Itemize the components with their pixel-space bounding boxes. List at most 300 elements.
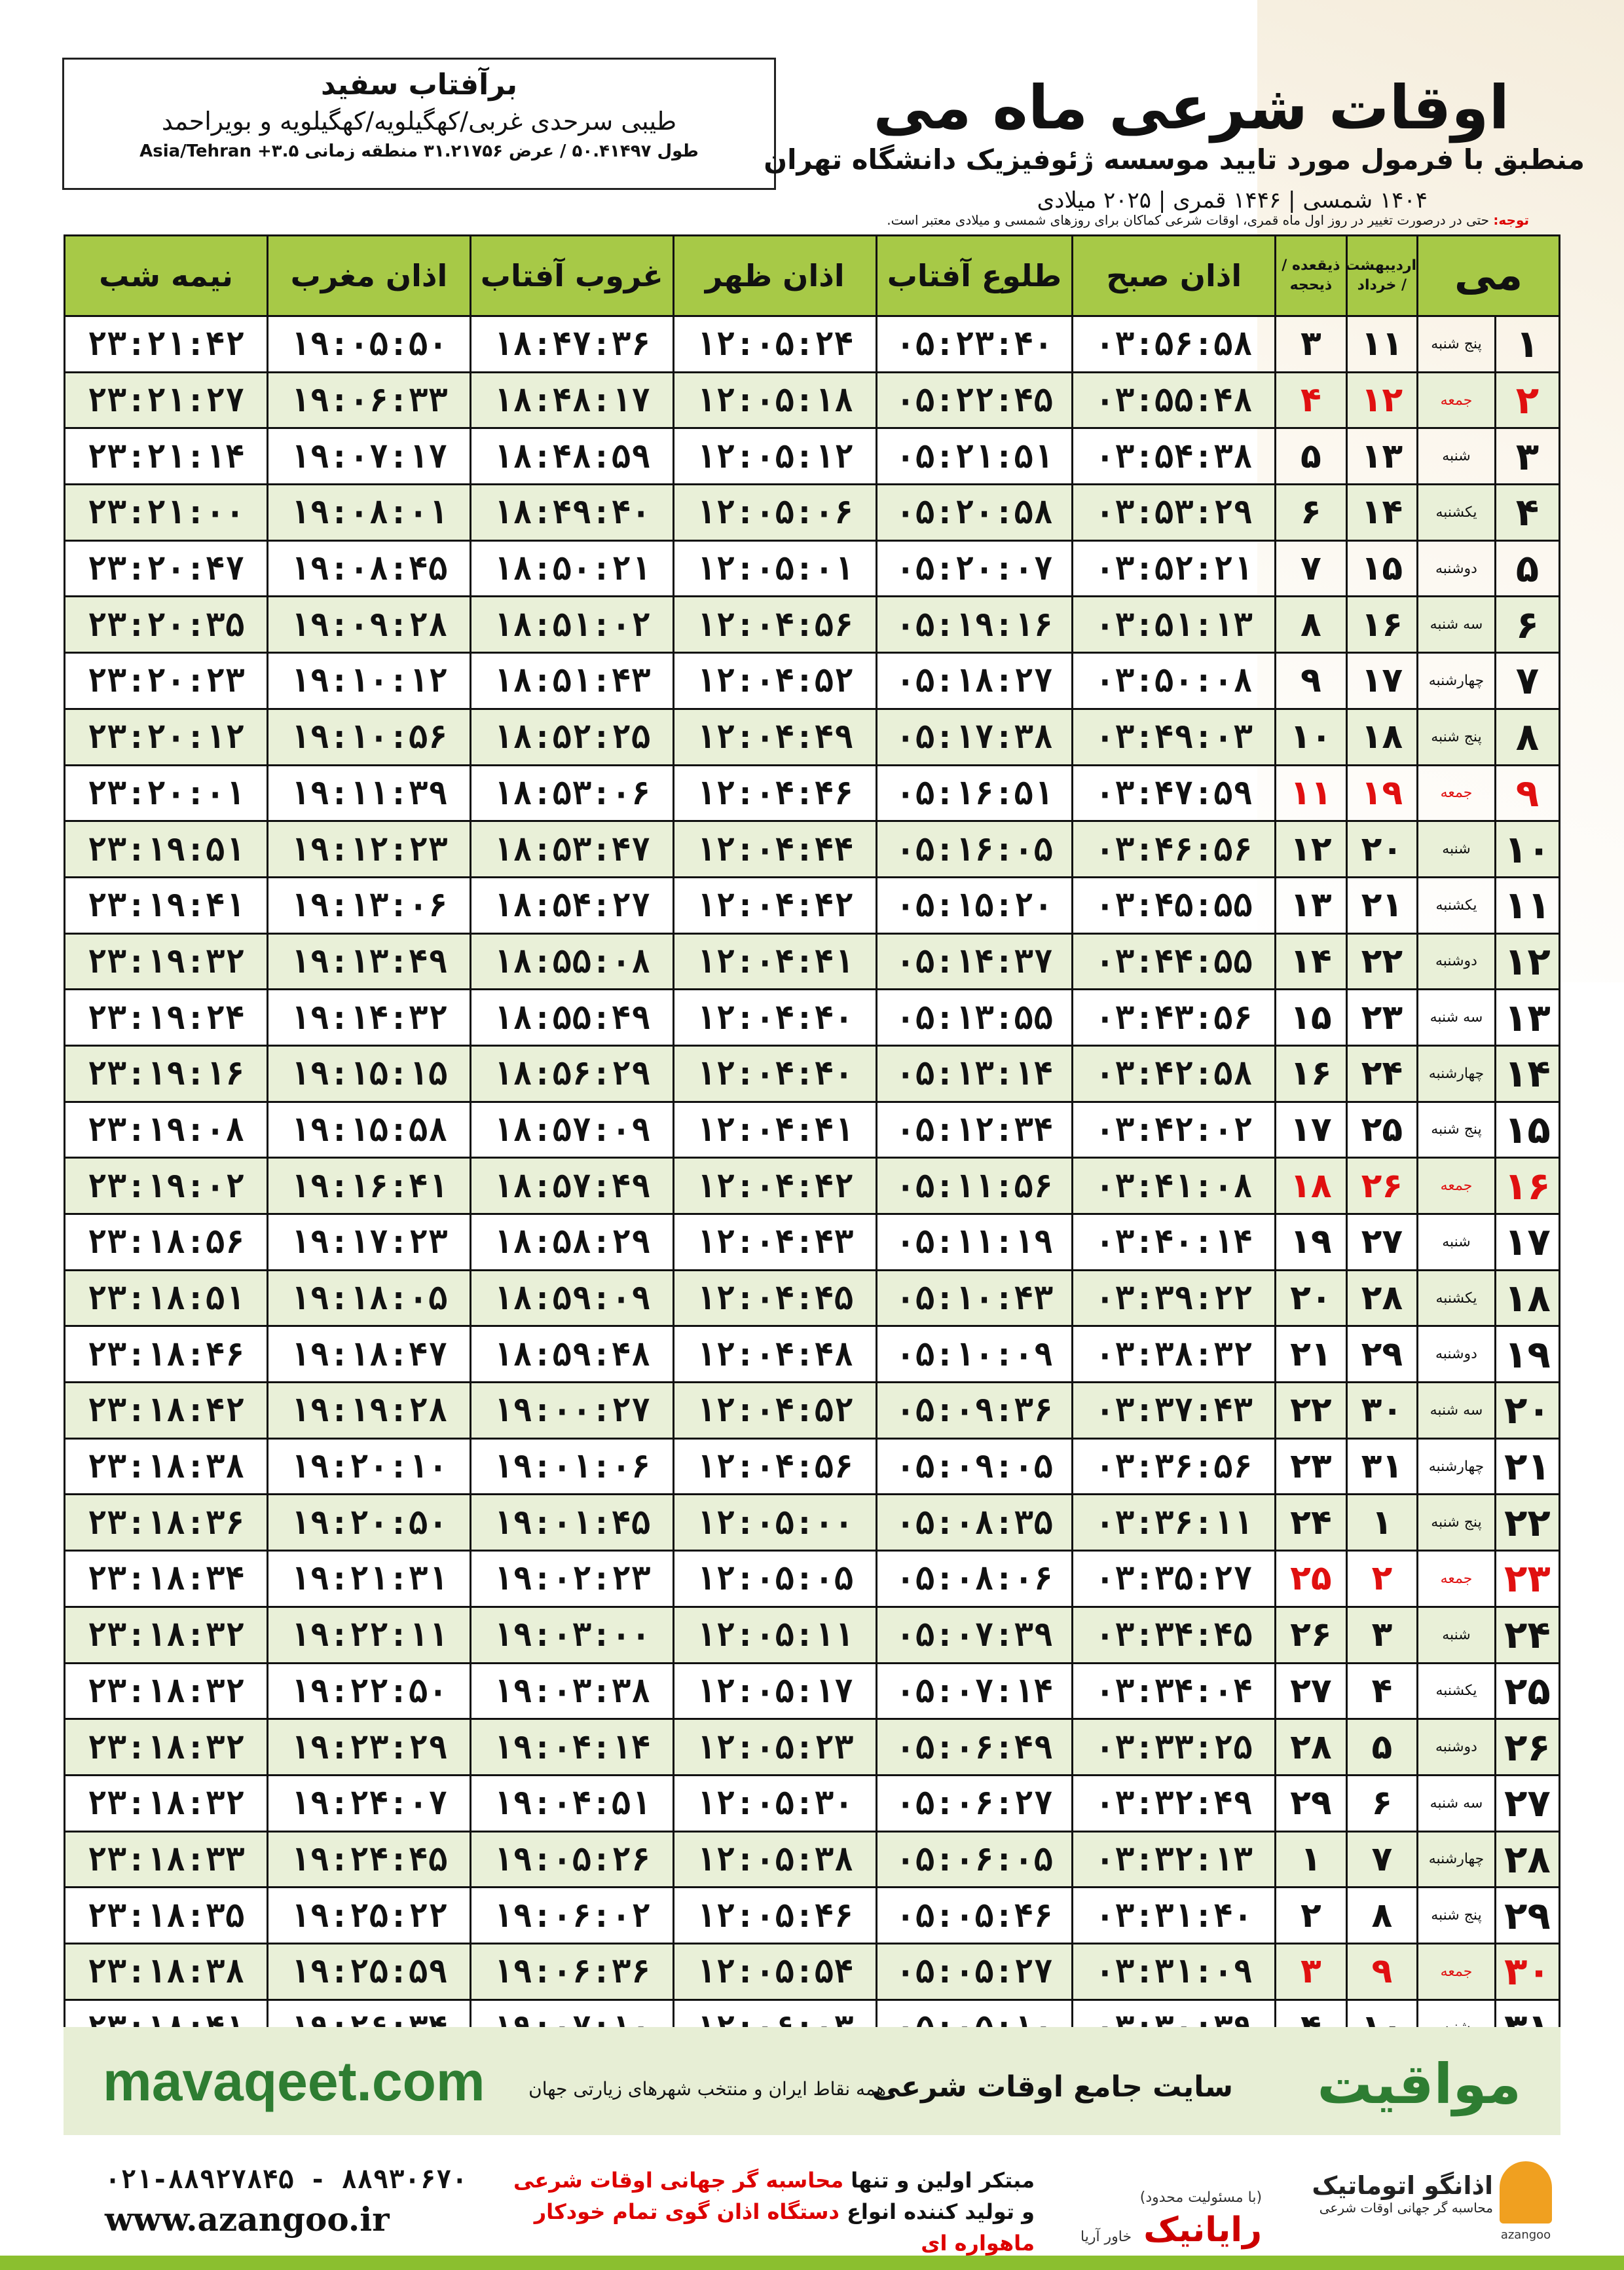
cell-midnight: ۲۳:۲۱:۴۲ bbox=[65, 316, 268, 373]
cell-sunrise: ۰۵:۱۳:۵۵ bbox=[876, 990, 1073, 1046]
cell-dhuhr: ۱۲:۰۴:۵۲ bbox=[673, 1383, 876, 1439]
cell-day: ۱۱ bbox=[1495, 877, 1559, 933]
cell-wd: پنج شنبه bbox=[1418, 316, 1496, 373]
cell-qm: ۶ bbox=[1276, 485, 1346, 541]
cell-qm: ۱۷ bbox=[1276, 1102, 1346, 1158]
cell-maghrib: ۱۹:۱۰:۱۲ bbox=[267, 653, 470, 709]
cell-qm: ۷ bbox=[1276, 540, 1346, 597]
cell-sunset: ۱۸:۵۵:۴۹ bbox=[470, 990, 673, 1046]
cell-maghrib: ۱۹:۱۴:۳۲ bbox=[267, 990, 470, 1046]
cell-maghrib: ۱۹:۱۳:۴۹ bbox=[267, 933, 470, 990]
cell-fajr: ۰۳:۴۵:۵۵ bbox=[1073, 877, 1276, 933]
cell-dhuhr: ۱۲:۰۴:۴۹ bbox=[673, 709, 876, 765]
cell-day: ۱۰ bbox=[1495, 821, 1559, 878]
cell-sunrise: ۰۵:۱۸:۲۷ bbox=[876, 653, 1073, 709]
cell-sunset: ۱۹:۰۵:۲۶ bbox=[470, 1831, 673, 1888]
cell-maghrib: ۱۹:۱۰:۵۶ bbox=[267, 709, 470, 765]
cell-wd: دوشنبه bbox=[1418, 1719, 1496, 1776]
cell-sunset: ۱۸:۵۷:۴۹ bbox=[470, 1158, 673, 1214]
cell-sh: ۱۸ bbox=[1346, 709, 1417, 765]
cell-midnight: ۲۳:۲۱:۰۰ bbox=[65, 485, 268, 541]
cell-qm: ۱۱ bbox=[1276, 765, 1346, 821]
cell-day: ۱۳ bbox=[1495, 990, 1559, 1046]
cell-wd: سه شنبه bbox=[1418, 1383, 1496, 1439]
cell-wd: جمعه bbox=[1418, 765, 1496, 821]
table-row bbox=[65, 1831, 1560, 1888]
banner-tagline: سایت جامع اوقات شرعی bbox=[872, 2070, 1233, 2104]
cell-day: ۲۶ bbox=[1495, 1719, 1559, 1776]
cell-midnight: ۲۳:۲۰:۱۲ bbox=[65, 709, 268, 765]
cell-day: ۲۷ bbox=[1495, 1775, 1559, 1831]
cell-maghrib: ۱۹:۱۸:۰۵ bbox=[267, 1270, 470, 1326]
cell-qm: ۲۴ bbox=[1276, 1495, 1346, 1551]
cell-day: ۱۶ bbox=[1495, 1158, 1559, 1214]
cell-wd: پنج شنبه bbox=[1418, 709, 1496, 765]
cell-sh: ۲۸ bbox=[1346, 1270, 1417, 1326]
cell-maghrib: ۱۹:۲۴:۴۵ bbox=[267, 1831, 470, 1888]
cell-day: ۵ bbox=[1495, 540, 1559, 597]
cell-qm: ۱۸ bbox=[1276, 1158, 1346, 1214]
cell-sunset: ۱۸:۵۶:۲۹ bbox=[470, 1045, 673, 1102]
table-row bbox=[65, 1607, 1560, 1663]
cell-dhuhr: ۱۲:۰۵:۰۵ bbox=[673, 1551, 876, 1607]
cell-dhuhr: ۱۲:۰۴:۴۱ bbox=[673, 933, 876, 990]
footer-logos bbox=[1080, 2158, 1552, 2250]
cell-sunrise: ۰۵:۱۰:۴۳ bbox=[876, 1270, 1073, 1326]
cell-wd: جمعه bbox=[1418, 1943, 1496, 2000]
table-row bbox=[65, 1943, 1560, 2000]
cell-sunset: ۱۹:۰۳:۳۸ bbox=[470, 1663, 673, 1719]
cell-qm: ۱ bbox=[1276, 1831, 1346, 1888]
cell-dhuhr: ۱۲:۰۴:۵۶ bbox=[673, 1438, 876, 1495]
table-row bbox=[65, 1326, 1560, 1383]
cell-wd: پنج شنبه bbox=[1418, 1495, 1496, 1551]
cell-qm: ۲۸ bbox=[1276, 1719, 1346, 1776]
cell-fajr: ۰۳:۳۴:۰۴ bbox=[1073, 1663, 1276, 1719]
cell-sunset: ۱۸:۴۸:۵۹ bbox=[470, 428, 673, 485]
table-row bbox=[65, 709, 1560, 765]
cell-sunset: ۱۹:۰۰:۲۷ bbox=[470, 1383, 673, 1439]
cell-dhuhr: ۱۲:۰۵:۱۸ bbox=[673, 372, 876, 428]
cell-wd: شنبه bbox=[1418, 1214, 1496, 1271]
cell-sunset: ۱۹:۰۳:۰۰ bbox=[470, 1607, 673, 1663]
cell-wd: یکشنبه bbox=[1418, 1270, 1496, 1326]
cell-sunset: ۱۸:۵۹:۴۸ bbox=[470, 1326, 673, 1383]
cell-fajr: ۰۳:۳۷:۴۳ bbox=[1073, 1383, 1276, 1439]
cell-qm: ۲۰ bbox=[1276, 1270, 1346, 1326]
cell-midnight: ۲۳:۱۸:۳۲ bbox=[65, 1607, 268, 1663]
cell-midnight: ۲۳:۲۰:۳۵ bbox=[65, 597, 268, 653]
cell-maghrib: ۱۹:۲۰:۱۰ bbox=[267, 1438, 470, 1495]
cell-day: ۲۰ bbox=[1495, 1383, 1559, 1439]
cell-wd: شنبه bbox=[1418, 1607, 1496, 1663]
cell-day: ۲۴ bbox=[1495, 1607, 1559, 1663]
cell-sh: ۱۵ bbox=[1346, 540, 1417, 597]
cell-dhuhr: ۱۲:۰۴:۴۵ bbox=[673, 1270, 876, 1326]
cell-sh: ۱۴ bbox=[1346, 485, 1417, 541]
cell-qm: ۲۹ bbox=[1276, 1775, 1346, 1831]
cell-sh: ۲۷ bbox=[1346, 1214, 1417, 1271]
cell-sh: ۳ bbox=[1346, 1607, 1417, 1663]
cell-sh: ۵ bbox=[1346, 1719, 1417, 1776]
cell-sh: ۲۹ bbox=[1346, 1326, 1417, 1383]
azangoo-icon bbox=[1500, 2161, 1552, 2242]
cell-maghrib: ۱۹:۱۹:۲۸ bbox=[267, 1383, 470, 1439]
cell-fajr: ۰۳:۵۵:۴۸ bbox=[1073, 372, 1276, 428]
table-row bbox=[65, 1383, 1560, 1439]
cell-midnight: ۲۳:۲۰:۰۱ bbox=[65, 765, 268, 821]
header-sunrise: طلوع آفتاب bbox=[876, 236, 1073, 316]
cell-day: ۲۸ bbox=[1495, 1831, 1559, 1888]
cell-sunrise: ۰۵:۱۱:۱۹ bbox=[876, 1214, 1073, 1271]
cell-maghrib: ۱۹:۱۲:۲۳ bbox=[267, 821, 470, 878]
cell-sunrise: ۰۵:۰۶:۰۵ bbox=[876, 1831, 1073, 1888]
table-row bbox=[65, 597, 1560, 653]
cell-day: ۱۲ bbox=[1495, 933, 1559, 990]
banner-subtag: همه نقاط ایران و منتخب شهرهای زیارتی جهان bbox=[528, 2078, 886, 2100]
cell-sunset: ۱۸:۴۹:۴۰ bbox=[470, 485, 673, 541]
cell-midnight: ۲۳:۱۸:۵۱ bbox=[65, 1270, 268, 1326]
header-shamsi: اردیبهشت / خرداد bbox=[1346, 236, 1417, 316]
cell-wd: پنج شنبه bbox=[1418, 1888, 1496, 1944]
cell-maghrib: ۱۹:۰۷:۱۷ bbox=[267, 428, 470, 485]
cell-qm: ۹ bbox=[1276, 653, 1346, 709]
cell-wd: دوشنبه bbox=[1418, 540, 1496, 597]
cell-sunrise: ۰۵:۱۴:۳۷ bbox=[876, 933, 1073, 990]
cell-wd: چهارشنبه bbox=[1418, 1045, 1496, 1102]
cell-dhuhr: ۱۲:۰۵:۱۷ bbox=[673, 1663, 876, 1719]
website-banner bbox=[64, 2027, 1560, 2135]
cell-maghrib: ۱۹:۲۱:۳۱ bbox=[267, 1551, 470, 1607]
cell-wd: سه شنبه bbox=[1418, 990, 1496, 1046]
contact-info bbox=[105, 2165, 468, 2239]
cell-fajr: ۰۳:۳۵:۲۷ bbox=[1073, 1551, 1276, 1607]
cell-day: ۱۵ bbox=[1495, 1102, 1559, 1158]
coordinates: طول ۵۰.۴۱۴۹۷ / عرض ۳۱.۲۱۷۵۶ منطقه زمانی ۳.۵+ Asia/Tehran bbox=[139, 141, 699, 161]
note-label: توجه: bbox=[1493, 212, 1529, 228]
cell-fajr: ۰۳:۴۹:۰۳ bbox=[1073, 709, 1276, 765]
cell-sh: ۴ bbox=[1346, 1663, 1417, 1719]
cell-sunrise: ۰۵:۱۰:۰۹ bbox=[876, 1326, 1073, 1383]
header-month: می bbox=[1418, 236, 1560, 316]
cell-midnight: ۲۳:۱۹:۳۲ bbox=[65, 933, 268, 990]
azangoo-en: azangoo bbox=[1500, 2228, 1551, 2242]
cell-qm: ۱۹ bbox=[1276, 1214, 1346, 1271]
cell-sunset: ۱۹:۰۲:۲۳ bbox=[470, 1551, 673, 1607]
cell-midnight: ۲۳:۱۹:۰۸ bbox=[65, 1102, 268, 1158]
cell-midnight: ۲۳:۱۸:۳۸ bbox=[65, 1438, 268, 1495]
cell-dhuhr: ۱۲:۰۵:۳۸ bbox=[673, 1831, 876, 1888]
cell-sunset: ۱۹:۰۶:۰۲ bbox=[470, 1888, 673, 1944]
cell-sunset: ۱۸:۴۷:۳۶ bbox=[470, 316, 673, 373]
cell-fajr: ۰۳:۳۶:۵۶ bbox=[1073, 1438, 1276, 1495]
header-fajr: اذان صبح bbox=[1073, 236, 1276, 316]
cell-sunrise: ۰۵:۲۲:۴۵ bbox=[876, 372, 1073, 428]
cell-sh: ۱۳ bbox=[1346, 428, 1417, 485]
cell-qm: ۴ bbox=[1276, 372, 1346, 428]
cell-wd: جمعه bbox=[1418, 372, 1496, 428]
website-link[interactable]: mavaqeet.com bbox=[103, 2051, 485, 2112]
cell-sh: ۷ bbox=[1346, 1831, 1417, 1888]
cell-fajr: ۰۳:۳۸:۳۲ bbox=[1073, 1326, 1276, 1383]
city-name: برآفتاب سفید bbox=[320, 68, 518, 102]
cell-sunset: ۱۹:۰۱:۰۶ bbox=[470, 1438, 673, 1495]
cell-qm: ۵ bbox=[1276, 428, 1346, 485]
cell-day: ۳ bbox=[1495, 428, 1559, 485]
cell-day: ۲۳ bbox=[1495, 1551, 1559, 1607]
cell-sunset: ۱۸:۵۷:۰۹ bbox=[470, 1102, 673, 1158]
cell-sh: ۲۳ bbox=[1346, 990, 1417, 1046]
cell-maghrib: ۱۹:۰۹:۲۸ bbox=[267, 597, 470, 653]
table-row bbox=[65, 933, 1560, 990]
page-title: اوقات شرعی ماه می bbox=[873, 73, 1509, 143]
cell-dhuhr: ۱۲:۰۵:۲۴ bbox=[673, 316, 876, 373]
cell-wd: سه شنبه bbox=[1418, 597, 1496, 653]
cell-midnight: ۲۳:۱۹:۵۱ bbox=[65, 821, 268, 878]
cell-fajr: ۰۳:۵۴:۳۸ bbox=[1073, 428, 1276, 485]
cell-dhuhr: ۱۲:۰۴:۴۰ bbox=[673, 1045, 876, 1102]
cell-qm: ۱۳ bbox=[1276, 877, 1346, 933]
cell-wd: سه شنبه bbox=[1418, 1775, 1496, 1831]
cell-sunset: ۱۸:۵۳:۰۶ bbox=[470, 765, 673, 821]
cell-sh: ۲۴ bbox=[1346, 1045, 1417, 1102]
cell-sunset: ۱۸:۵۸:۲۹ bbox=[470, 1214, 673, 1271]
note bbox=[62, 212, 1529, 228]
cell-fajr: ۰۳:۴۷:۵۹ bbox=[1073, 765, 1276, 821]
cell-midnight: ۲۳:۱۸:۳۵ bbox=[65, 1888, 268, 1944]
cell-qm: ۱۰ bbox=[1276, 709, 1346, 765]
cell-qm: ۳ bbox=[1276, 1943, 1346, 2000]
cell-wd: شنبه bbox=[1418, 821, 1496, 878]
cell-sunrise: ۰۵:۰۵:۲۷ bbox=[876, 1943, 1073, 2000]
cell-sunset: ۱۸:۵۹:۰۹ bbox=[470, 1270, 673, 1326]
cell-wd: دوشنبه bbox=[1418, 933, 1496, 990]
cell-dhuhr: ۱۲:۰۵:۰۱ bbox=[673, 540, 876, 597]
cell-sh: ۹ bbox=[1346, 1943, 1417, 2000]
cell-dhuhr: ۱۲:۰۵:۱۲ bbox=[673, 428, 876, 485]
cell-midnight: ۲۳:۱۸:۳۲ bbox=[65, 1719, 268, 1776]
table-row bbox=[65, 1270, 1560, 1326]
cell-midnight: ۲۳:۲۰:۲۳ bbox=[65, 653, 268, 709]
footer-line1b: محاسبه گر جهانی اوقات شرعی bbox=[513, 2168, 844, 2193]
table-row bbox=[65, 1719, 1560, 1776]
cell-day: ۲۹ bbox=[1495, 1888, 1559, 1944]
footer-line1a: مبتکر اولین و تنها bbox=[851, 2168, 1035, 2193]
cell-maghrib: ۱۹:۲۲:۵۰ bbox=[267, 1663, 470, 1719]
cell-dhuhr: ۱۲:۰۵:۵۴ bbox=[673, 1943, 876, 2000]
cell-maghrib: ۱۹:۲۵:۲۲ bbox=[267, 1888, 470, 1944]
table-row bbox=[65, 1438, 1560, 1495]
cell-maghrib: ۱۹:۱۵:۱۵ bbox=[267, 1045, 470, 1102]
header-dhuhr: اذان ظهر bbox=[673, 236, 876, 316]
cell-maghrib: ۱۹:۱۸:۴۷ bbox=[267, 1326, 470, 1383]
cell-maghrib: ۱۹:۲۴:۰۷ bbox=[267, 1775, 470, 1831]
cell-sh: ۱ bbox=[1346, 1495, 1417, 1551]
table-row bbox=[65, 1551, 1560, 1607]
cell-fajr: ۰۳:۳۳:۲۵ bbox=[1073, 1719, 1276, 1776]
cell-dhuhr: ۱۲:۰۵:۴۶ bbox=[673, 1888, 876, 1944]
cell-midnight: ۲۳:۱۸:۳۴ bbox=[65, 1551, 268, 1607]
cell-sunrise: ۰۵:۲۰:۰۷ bbox=[876, 540, 1073, 597]
cell-sunset: ۱۸:۵۰:۲۱ bbox=[470, 540, 673, 597]
cell-midnight: ۲۳:۱۸:۵۶ bbox=[65, 1214, 268, 1271]
cell-dhuhr: ۱۲:۰۴:۴۳ bbox=[673, 1214, 876, 1271]
azangoo-website[interactable]: www.azangoo.ir bbox=[105, 2200, 390, 2239]
cell-sunset: ۱۹:۰۱:۴۵ bbox=[470, 1495, 673, 1551]
cell-maghrib: ۱۹:۱۱:۳۹ bbox=[267, 765, 470, 821]
cell-qm: ۱۵ bbox=[1276, 990, 1346, 1046]
header-sunset: غروب آفتاب bbox=[470, 236, 673, 316]
cell-dhuhr: ۱۲:۰۴:۵۲ bbox=[673, 653, 876, 709]
cell-wd: دوشنبه bbox=[1418, 1326, 1496, 1383]
cell-sunset: ۱۹:۰۶:۳۶ bbox=[470, 1943, 673, 2000]
cell-wd: یکشنبه bbox=[1418, 485, 1496, 541]
cell-maghrib: ۱۹:۱۵:۵۸ bbox=[267, 1102, 470, 1158]
cell-day: ۷ bbox=[1495, 653, 1559, 709]
cell-fajr: ۰۳:۳۱:۴۰ bbox=[1073, 1888, 1276, 1944]
header-midnight: نیمه شب bbox=[65, 236, 268, 316]
cell-maghrib: ۱۹:۰۸:۰۱ bbox=[267, 485, 470, 541]
cell-sunrise: ۰۵:۲۰:۵۸ bbox=[876, 485, 1073, 541]
table-row bbox=[65, 1214, 1560, 1271]
cell-sunrise: ۰۵:۱۶:۰۵ bbox=[876, 821, 1073, 878]
cell-fajr: ۰۳:۴۲:۵۸ bbox=[1073, 1045, 1276, 1102]
cell-dhuhr: ۱۲:۰۵:۳۰ bbox=[673, 1775, 876, 1831]
cell-sh: ۸ bbox=[1346, 1888, 1417, 1944]
cell-fajr: ۰۳:۳۴:۴۵ bbox=[1073, 1607, 1276, 1663]
cell-wd: جمعه bbox=[1418, 1158, 1496, 1214]
cell-maghrib: ۱۹:۰۵:۵۰ bbox=[267, 316, 470, 373]
cell-day: ۲۵ bbox=[1495, 1663, 1559, 1719]
cell-wd: چهارشنبه bbox=[1418, 1438, 1496, 1495]
cell-fajr: ۰۳:۴۰:۱۴ bbox=[1073, 1214, 1276, 1271]
cell-day: ۱۴ bbox=[1495, 1045, 1559, 1102]
cell-sh: ۲۵ bbox=[1346, 1102, 1417, 1158]
cell-day: ۱۹ bbox=[1495, 1326, 1559, 1383]
cell-sunrise: ۰۵:۰۶:۴۹ bbox=[876, 1719, 1073, 1776]
cell-qm: ۱۶ bbox=[1276, 1045, 1346, 1102]
cell-sunrise: ۰۵:۱۶:۵۱ bbox=[876, 765, 1073, 821]
table-row bbox=[65, 1775, 1560, 1831]
table-row bbox=[65, 653, 1560, 709]
cell-sh: ۲۶ bbox=[1346, 1158, 1417, 1214]
cell-qm: ۲ bbox=[1276, 1888, 1346, 1944]
cell-day: ۲۲ bbox=[1495, 1495, 1559, 1551]
page-subtitle: منطبق با فرمول مورد تایید موسسه ژئوفیزیک دانشگاه تهران bbox=[764, 143, 1585, 176]
cell-fajr: ۰۳:۵۰:۰۸ bbox=[1073, 653, 1276, 709]
cell-fajr: ۰۳:۳۶:۱۱ bbox=[1073, 1495, 1276, 1551]
cell-midnight: ۲۳:۲۰:۴۷ bbox=[65, 540, 268, 597]
cell-sunrise: ۰۵:۱۵:۲۰ bbox=[876, 877, 1073, 933]
cell-midnight: ۲۳:۱۸:۴۶ bbox=[65, 1326, 268, 1383]
cell-fajr: ۰۳:۳۱:۰۹ bbox=[1073, 1943, 1276, 2000]
cell-fajr: ۰۳:۵۲:۲۱ bbox=[1073, 540, 1276, 597]
azangoo-logo-text bbox=[1312, 2171, 1493, 2216]
cell-maghrib: ۱۹:۰۶:۳۳ bbox=[267, 372, 470, 428]
raianik-name: رایانیک bbox=[1143, 2210, 1263, 2250]
cell-sunrise: ۰۵:۰۹:۰۵ bbox=[876, 1438, 1073, 1495]
table-row bbox=[65, 372, 1560, 428]
raianik-logo bbox=[1080, 2171, 1262, 2250]
cell-day: ۲ bbox=[1495, 372, 1559, 428]
cell-dhuhr: ۱۲:۰۵:۰۰ bbox=[673, 1495, 876, 1551]
cell-fajr: ۰۳:۴۶:۵۶ bbox=[1073, 821, 1276, 878]
cell-midnight: ۲۳:۱۹:۰۲ bbox=[65, 1158, 268, 1214]
cell-sunrise: ۰۵:۱۱:۵۶ bbox=[876, 1158, 1073, 1214]
cell-wd: جمعه bbox=[1418, 1551, 1496, 1607]
location-info-box bbox=[62, 58, 776, 190]
cell-qm: ۲۵ bbox=[1276, 1551, 1346, 1607]
raianik-sub: خاور آریا bbox=[1080, 2229, 1132, 2245]
table-row bbox=[65, 1102, 1560, 1158]
cell-fajr: ۰۳:۴۳:۵۶ bbox=[1073, 990, 1276, 1046]
cell-maghrib: ۱۹:۲۵:۵۹ bbox=[267, 1943, 470, 2000]
footer-description bbox=[498, 2165, 1035, 2259]
cell-midnight: ۲۳:۱۹:۲۴ bbox=[65, 990, 268, 1046]
cell-wd: پنج شنبه bbox=[1418, 1102, 1496, 1158]
footer-line2b: دستگاه اذان گوی تمام خودکار ماهواره ای bbox=[534, 2199, 1035, 2256]
cell-sh: ۲۱ bbox=[1346, 877, 1417, 933]
province-path: طیبی سرحدی غربی/کهگیلویه/کهگیلویه و بویراحمد bbox=[161, 107, 677, 136]
cell-sh: ۱۱ bbox=[1346, 316, 1417, 373]
cell-dhuhr: ۱۲:۰۴:۴۰ bbox=[673, 990, 876, 1046]
table-body bbox=[65, 316, 1560, 2056]
cell-sh: ۱۲ bbox=[1346, 372, 1417, 428]
cell-day: ۱۸ bbox=[1495, 1270, 1559, 1326]
cell-sunrise: ۰۵:۲۳:۴۰ bbox=[876, 316, 1073, 373]
cell-sunset: ۱۸:۵۴:۲۷ bbox=[470, 877, 673, 933]
cell-sh: ۶ bbox=[1346, 1775, 1417, 1831]
cell-maghrib: ۱۹:۱۷:۲۳ bbox=[267, 1214, 470, 1271]
cell-dhuhr: ۱۲:۰۴:۴۲ bbox=[673, 1158, 876, 1214]
cell-sunset: ۱۸:۵۱:۴۳ bbox=[470, 653, 673, 709]
cell-sunset: ۱۸:۵۲:۲۵ bbox=[470, 709, 673, 765]
cell-day: ۲۱ bbox=[1495, 1438, 1559, 1495]
table-row bbox=[65, 1888, 1560, 1944]
header-maghrib: اذان مغرب bbox=[267, 236, 470, 316]
azangoo-sub: محاسبه گر جهانی اوقات شرعی bbox=[1319, 2200, 1493, 2216]
cell-day: ۹ bbox=[1495, 765, 1559, 821]
cell-midnight: ۲۳:۱۹:۱۶ bbox=[65, 1045, 268, 1102]
cell-sunset: ۱۹:۰۴:۱۴ bbox=[470, 1719, 673, 1776]
cell-day: ۶ bbox=[1495, 597, 1559, 653]
cell-qm: ۲۳ bbox=[1276, 1438, 1346, 1495]
cell-sunset: ۱۸:۵۵:۰۸ bbox=[470, 933, 673, 990]
cell-day: ۳۰ bbox=[1495, 1943, 1559, 2000]
note-text: حتی در درصورت تغییر در روز اول ماه قمری، اوقات شرعی کماکان برای روزهای شمسی و میلادی معتبر است. bbox=[887, 212, 1490, 228]
bottom-bar bbox=[0, 2256, 1624, 2270]
cell-day: ۱ bbox=[1495, 316, 1559, 373]
cell-fajr: ۰۳:۴۴:۵۵ bbox=[1073, 933, 1276, 990]
cell-midnight: ۲۳:۱۹:۴۱ bbox=[65, 877, 268, 933]
cell-sh: ۲۰ bbox=[1346, 821, 1417, 878]
cell-sunset: ۱۸:۴۸:۱۷ bbox=[470, 372, 673, 428]
cell-sunrise: ۰۵:۰۵:۴۶ bbox=[876, 1888, 1073, 1944]
cell-qm: ۲۶ bbox=[1276, 1607, 1346, 1663]
cell-day: ۱۷ bbox=[1495, 1214, 1559, 1271]
cell-sunrise: ۰۵:۱۲:۳۴ bbox=[876, 1102, 1073, 1158]
cell-dhuhr: ۱۲:۰۴:۴۸ bbox=[673, 1326, 876, 1383]
cell-sh: ۱۹ bbox=[1346, 765, 1417, 821]
calendar-years: ۱۴۰۴ شمسی | ۱۴۴۶ قمری | ۲۰۲۵ میلادی bbox=[1037, 187, 1428, 214]
cell-qm: ۲۱ bbox=[1276, 1326, 1346, 1383]
raianik-note: (با مسئولیت محدود) bbox=[1139, 2189, 1263, 2206]
cell-wd: چهارشنبه bbox=[1418, 1831, 1496, 1888]
cell-dhuhr: ۱۲:۰۵:۱۱ bbox=[673, 1607, 876, 1663]
cell-sh: ۲۲ bbox=[1346, 933, 1417, 990]
cell-qm: ۲۲ bbox=[1276, 1383, 1346, 1439]
cell-sunrise: ۰۵:۱۳:۱۴ bbox=[876, 1045, 1073, 1102]
